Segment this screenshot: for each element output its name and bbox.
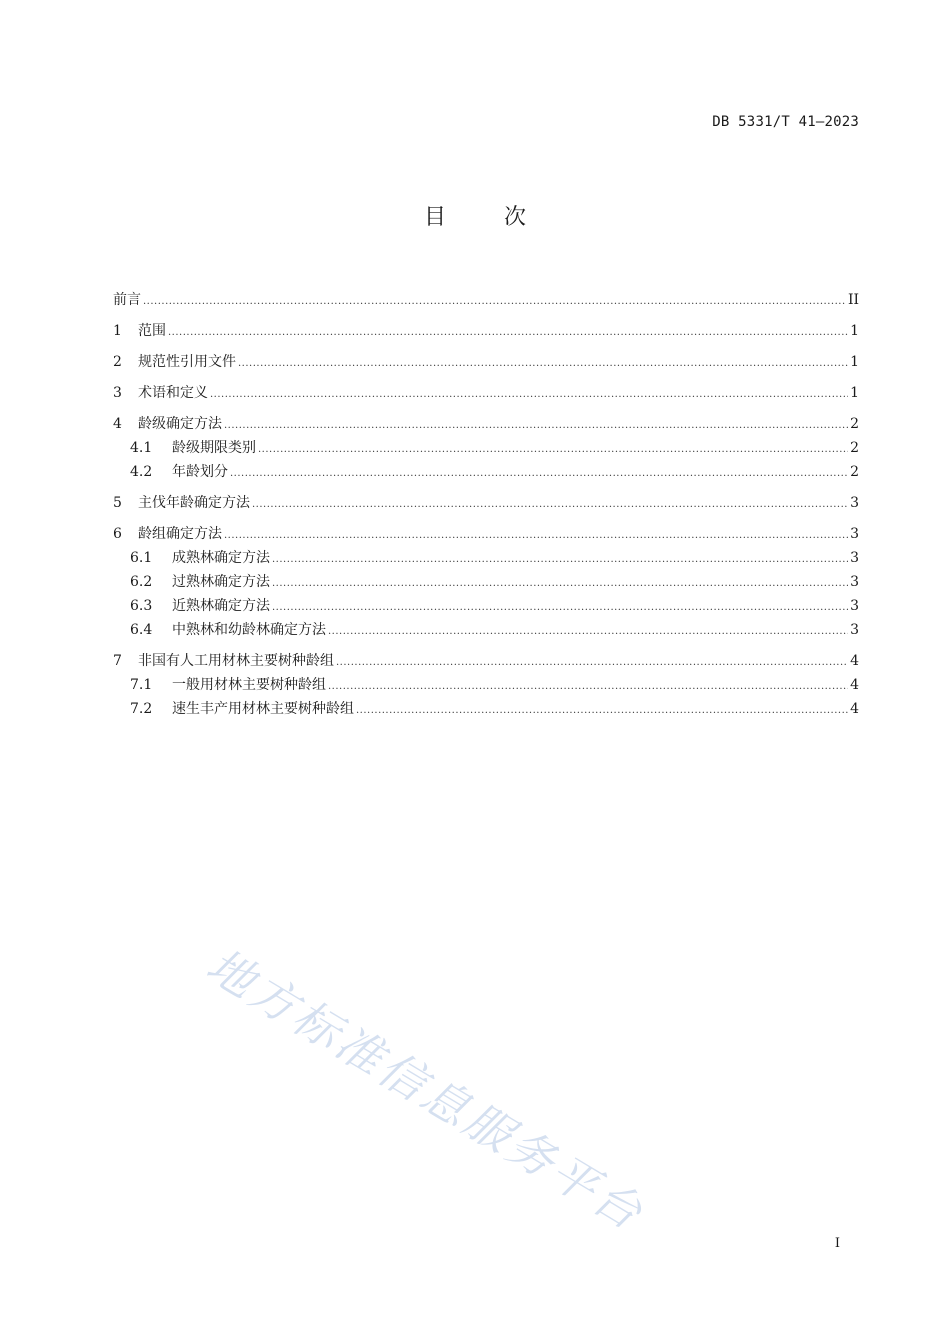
toc-leader-dots	[143, 290, 846, 314]
toc-entry-number: 6.4	[130, 622, 153, 638]
toc-entry-number: 4.1	[130, 440, 153, 456]
toc-entry[interactable]	[113, 546, 859, 570]
toc-entry-page: 4	[850, 701, 859, 717]
toc-entry-title: 术语和定义	[138, 385, 208, 401]
toc-entry[interactable]	[113, 460, 859, 484]
toc-entry-number: 7.1	[130, 677, 153, 693]
toc-entry[interactable]	[113, 649, 859, 673]
toc-entry-page: 1	[850, 323, 859, 339]
toc-leader-dots	[272, 548, 848, 572]
toc-entry-page: 4	[850, 653, 859, 669]
toc-entry-number: 1	[113, 323, 122, 339]
toc-entry[interactable]	[113, 570, 859, 594]
toc-entry-title: 范围	[138, 323, 166, 339]
toc-entry-page: II	[847, 292, 859, 308]
toc-leader-dots	[210, 383, 848, 407]
toc-entry-title: 速生丰产用材林主要树种龄组	[172, 701, 354, 717]
toc-entry[interactable]	[113, 436, 859, 460]
toc-entry[interactable]	[113, 381, 859, 405]
toc-entry[interactable]	[113, 350, 859, 374]
toc-entry[interactable]	[113, 288, 859, 312]
toc-entry[interactable]	[113, 618, 859, 642]
toc-entry-title: 龄级确定方法	[138, 416, 222, 432]
page-title: 目次	[423, 205, 584, 230]
toc-entry-number: 4.2	[130, 464, 153, 480]
toc-leader-dots	[272, 596, 848, 620]
toc-entry-page: 2	[850, 464, 859, 480]
toc-leader-dots	[328, 620, 848, 644]
toc-entry[interactable]	[113, 491, 859, 515]
toc-leader-dots	[252, 493, 848, 517]
toc-entry-page: 2	[850, 440, 859, 456]
toc-entry-title: 主伐年龄确定方法	[138, 495, 250, 511]
toc-entry-title: 龄组确定方法	[138, 526, 222, 542]
table-of-contents	[113, 288, 859, 721]
toc-entry[interactable]	[113, 594, 859, 618]
toc-leader-dots	[356, 699, 848, 723]
toc-entry-number: 7.2	[130, 701, 153, 717]
watermark: 地方标准信息服务平台	[197, 937, 654, 1242]
toc-entry-title: 近熟林确定方法	[172, 598, 270, 614]
toc-leader-dots	[238, 352, 848, 376]
toc-leader-dots	[258, 438, 848, 462]
toc-entry-title: 规范性引用文件	[138, 354, 236, 370]
toc-entry[interactable]	[113, 412, 859, 436]
toc-entry[interactable]	[113, 522, 859, 546]
toc-entry-page: 3	[850, 550, 859, 566]
toc-entry-number: 7	[113, 653, 122, 669]
toc-entry-title: 年龄划分	[172, 464, 228, 480]
toc-entry-number: 6	[113, 526, 122, 542]
toc-entry-title: 中熟林和幼龄林确定方法	[172, 622, 326, 638]
toc-entry-number: 6.3	[130, 598, 153, 614]
toc-leader-dots	[224, 524, 848, 548]
toc-entry-title: 成熟林确定方法	[172, 550, 270, 566]
toc-entry-page: 2	[850, 416, 859, 432]
toc-entry-page: 3	[850, 598, 859, 614]
toc-entry[interactable]	[113, 697, 859, 721]
toc-entry-number: 2	[113, 354, 122, 370]
toc-entry-number: 3	[113, 385, 122, 401]
toc-entry-page: 4	[850, 677, 859, 693]
toc-entry-number: 6.2	[130, 574, 153, 590]
toc-entry-page: 3	[850, 574, 859, 590]
header-code: DB 5331/T 41—2023	[712, 114, 859, 130]
toc-leader-dots	[336, 651, 848, 675]
toc-entry-page: 1	[850, 354, 859, 370]
toc-entry-page: 3	[850, 622, 859, 638]
toc-entry-page: 1	[850, 385, 859, 401]
toc-entry[interactable]	[113, 673, 859, 697]
toc-entry-page: 3	[850, 526, 859, 542]
toc-entry[interactable]	[113, 319, 859, 343]
toc-entry-title: 前言	[113, 292, 141, 308]
toc-leader-dots	[168, 321, 848, 345]
toc-entry-title: 龄级期限类别	[172, 440, 256, 456]
toc-entry-number: 4	[113, 416, 122, 432]
toc-leader-dots	[328, 675, 848, 699]
toc-leader-dots	[272, 572, 848, 596]
toc-leader-dots	[230, 462, 848, 486]
toc-entry-title: 过熟林确定方法	[172, 574, 270, 590]
toc-entry-title: 一般用材林主要树种龄组	[172, 677, 326, 693]
toc-entry-title: 非国有人工用材林主要树种龄组	[138, 653, 334, 669]
page-number: I	[834, 1236, 840, 1251]
toc-entry-page: 3	[850, 495, 859, 511]
toc-entry-number: 6.1	[130, 550, 153, 566]
toc-entry-number: 5	[113, 495, 122, 511]
toc-leader-dots	[224, 414, 848, 438]
